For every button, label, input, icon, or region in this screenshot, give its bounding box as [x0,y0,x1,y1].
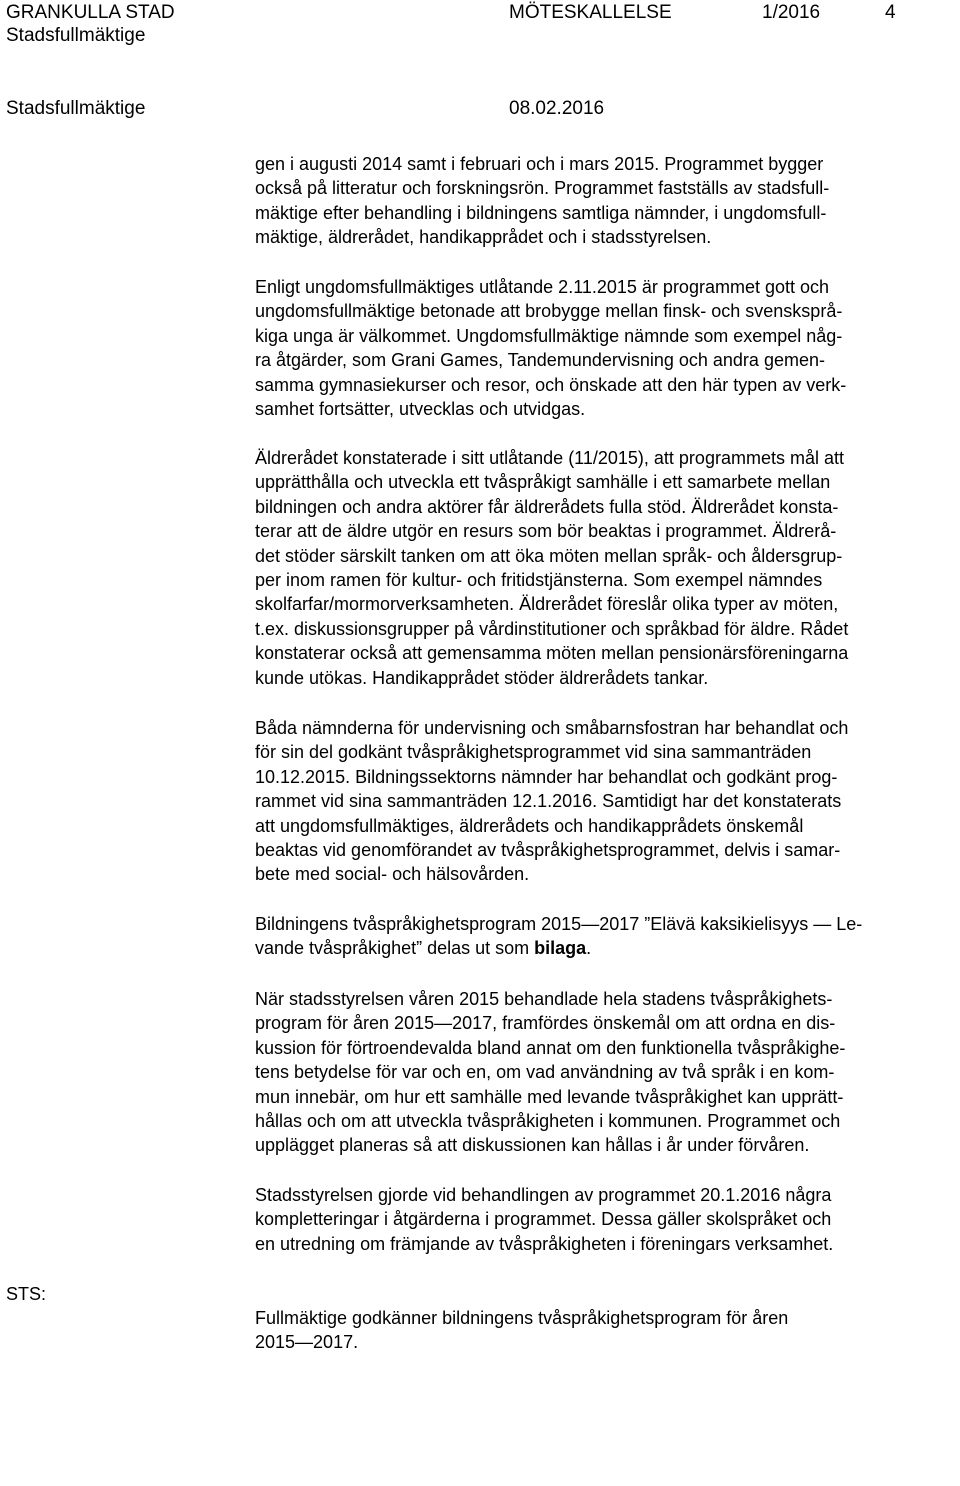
text-line: mäktige efter behandling i bildningens samtliga nämnder, i ungdomsfull- [255,202,827,223]
text-line: 2015—2017. [255,1332,359,1353]
paragraph-youth-council [255,275,955,421]
text-line: skolfarfar/mormorverksamheten. Äldrerådet föreslår olika typer av möten, [255,594,839,615]
text-line: kompletteringar i åtgärderna i programmet. Dessa gäller skolspråket och [255,1209,832,1230]
text-line: t.ex. diskussionsgrupper på vårdinstitutioner och språkbad för äldre. Rådet [255,618,849,639]
text-line: Båda nämnderna för undervisning och småbarnsfostran har behandlat och [255,718,849,738]
text-segment: vande tvåspråkighet” delas ut som [255,938,535,959]
text-line: terar att de äldre utgör en resurs som bör beaktas i programmet. Äldrerå- [255,521,837,542]
text-line [255,936,955,960]
text-line: bildningen och andra aktörer får äldrerådets fulla stöd. Äldrerådet konsta- [255,496,839,517]
proposal-label: STS: [6,1284,47,1304]
text-line: kunde utökas. Handikapprådet stöder äldrerådets tankar. [255,667,709,688]
text-line: samhet fortsätter, utvecklas och utvidgas. [255,399,586,420]
text-line: Enligt ungdomsfullmäktiges utlåtande 2.11.2015 är programmet gott och [255,277,830,297]
paragraph-programme-basis [255,152,955,250]
paragraph-attachment [255,912,955,961]
text-line: upplägget planeras så att diskussionen kan hållas i år under förvåren. [255,1135,810,1156]
text-segment: . [586,938,592,959]
proposal-text [255,1306,955,1355]
text-line: tens betydelse för var och en, om vad användning av två språk i en kom- [255,1062,835,1083]
text-line: upprätthålla och utveckla ett tvåspråkigt samhälle i ett samarbete mellan [255,472,831,493]
body-name: Stadsfullmäktige [6,25,146,46]
org-name: GRANKULLA STAD [6,2,175,23]
text-line: gen i augusti 2014 samt i februari och i mars 2015. Programmet bygger [255,154,824,174]
text-line: rammet vid sina sammanträden 12.1.2016. Samtidigt har det konstaterats [255,791,842,812]
text-line: Bildningens tvåspråkighetsprogram 2015—2017 ”Elävä kaksikielisyys — Le- [255,914,863,934]
page-number: 4 [885,2,896,23]
document-type: MÖTESKALLELSE [509,2,672,23]
text-line: ra åtgärder, som Grani Games, Tandemundervisning och andra gemen- [255,350,825,371]
paragraph-city-board-discussion [255,987,955,1158]
text-line: beaktas vid genomförandet av tvåspråkighetsprogrammet, delvis i samar- [255,840,841,861]
text-line: också på litteratur och forskningsrön. Programmet fastställs av stadsfull- [255,178,830,199]
text-line: för sin del godkänt tvåspråkighetsprogrammet vid sina sammanträden [255,742,812,763]
text-line: mäktige, äldrerådet, handikapprådet och i stadsstyrelsen. [255,227,712,248]
text-line: ungdomsfullmäktige betonade att brobygge mellan finsk- och svensksprå- [255,301,843,322]
paragraph-elderly-council [255,446,955,690]
text-line: bete med social- och hälsovården. [255,864,530,885]
issue-number: 1/2016 [762,2,821,23]
text-line: det stöder särskilt tanken om att öka möten mellan språk- och åldersgrup- [255,545,843,566]
text-line: en utredning om främjande av tvåspråkigheten i föreningars verksamhet. [255,1233,834,1254]
meeting-date: 08.02.2016 [509,98,605,119]
text-line: samma gymnasiekurser och resor, och önskade att den här typen av verk- [255,374,847,395]
text-line: kiga unga är välkommet. Ungdomsfullmäktige nämnde som exempel någ- [255,325,843,346]
text-line: Äldrerådet konstaterade i sitt utlåtande (11/2015), att programmets mål att [255,448,844,468]
text-line: hållas och om att utveckla tvåspråkigheten i kommunen. Programmet och [255,1111,841,1132]
text-line: 10.12.2015. Bildningssektorns nämnder har behandlat och godkänt prog- [255,766,838,787]
text-line: Stadsstyrelsen gjorde vid behandlingen av programmet 20.1.2016 några [255,1185,832,1205]
text-line: När stadsstyrelsen våren 2015 behandlade hela stadens tvåspråkighets- [255,989,833,1009]
text-line: mun innebär, om hur ett samhälle med levande tvåspråkighet kan upprätt- [255,1086,844,1107]
text-line: att ungdomsfullmäktiges, äldrerådets och handikapprådets önskemål [255,815,804,836]
text-line: Fullmäktige godkänner bildningens tvåspråkighetsprogram för åren [255,1308,789,1328]
meeting-body: Stadsfullmäktige [6,98,146,119]
paragraph-city-board-additions [255,1183,955,1256]
text-line: per inom ramen för kultur- och fritidstjänsterna. Som exempel nämndes [255,570,823,591]
text-line: konstaterar också att gemensamma möten mellan pensionärsföreningarna [255,643,849,664]
text-line: kussion för förtroendevalda bland annat om den funktionella tvåspråkighe- [255,1037,846,1058]
text-line: program för åren 2015—2017, framfördes önskemål om att ordna en dis- [255,1013,836,1034]
paragraph-education-boards [255,716,955,887]
attachment-label: bilaga [534,938,587,959]
